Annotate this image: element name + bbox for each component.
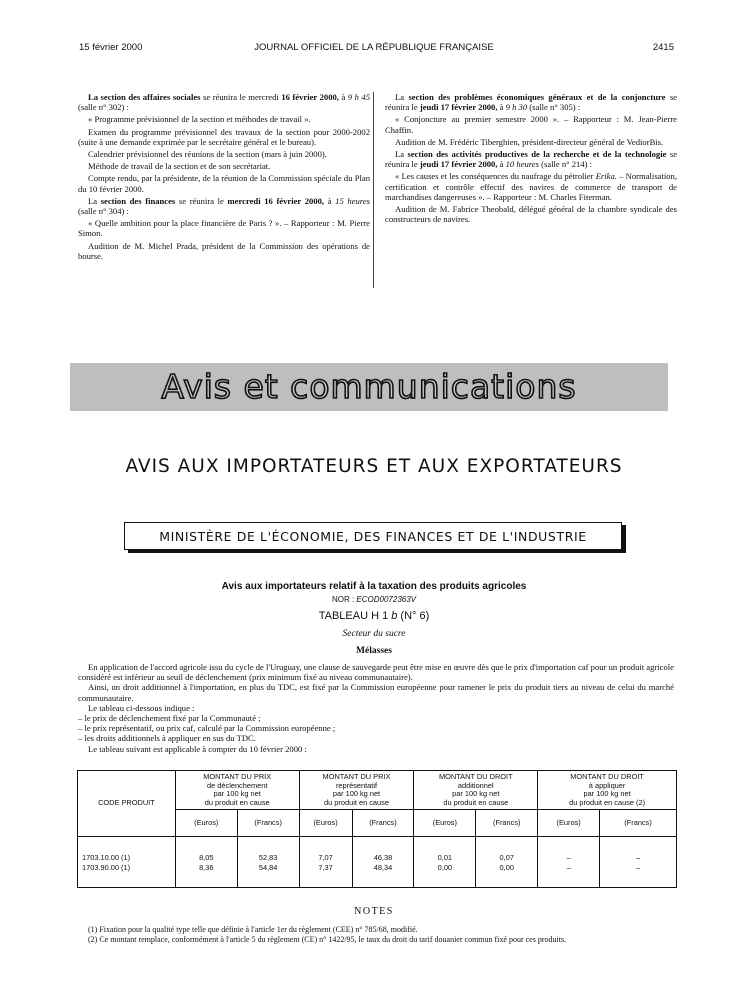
unit-header: (Euros)	[175, 810, 237, 837]
column-group-header: MONTANT DU PRIX de déclenchement par 100 kg net du produit en cause	[175, 771, 299, 810]
table-cell: 7,07	[299, 837, 352, 864]
avis-body	[78, 662, 674, 754]
table-cell: –	[600, 837, 677, 864]
page-number: 2415	[652, 42, 674, 53]
table-cell: –	[600, 863, 677, 888]
table-cell: 8,05	[175, 837, 237, 864]
ministry-name: MINISTÈRE DE L'ÉCONOMIE, DES FINANCES ET DE L'INDUSTRIE	[159, 528, 587, 544]
paragraph: « Quelle ambition pour la place financière de Paris ? ». – Rapporteur : M. Pierre Simon.	[78, 218, 370, 239]
journal-title: JOURNAL OFFICIEL DE LA RÉPUBLIQUE FRANÇAISE	[254, 42, 494, 53]
table-row	[78, 863, 677, 888]
right-column	[385, 92, 677, 226]
paragraph: Examen du programme prévisionnel des travaux de la section pour 2000-2002 (suite à une demande exprimée par le secrétaire général et le bureau).	[78, 126, 370, 147]
code-header: CODE PRODUIT	[78, 771, 176, 837]
table-cell: 0,00	[414, 863, 476, 888]
table-cell: 0,01	[414, 837, 476, 864]
header-date: 15 février 2000	[79, 42, 143, 53]
nor-reference: NOR : ECOD0072363V	[331, 595, 417, 604]
paragraph: Audition de M. Fabrice Theobald, délégué général de la chambre syndicale des constructeurs de navires.	[385, 204, 677, 225]
paragraph: La section des finances se réunira le mercredi 16 février 2000, à 15 heures (salle n° 304) :	[78, 195, 370, 217]
product-title: Mélasses	[356, 646, 392, 656]
paragraph: « Conjoncture au premier semestre 2000 ». – Rapporteur : M. Jean-Pierre Chaffin.	[385, 114, 677, 135]
unit-header: (Francs)	[476, 810, 538, 837]
table-cell: 46,38	[352, 837, 414, 864]
paragraph: La section des affaires sociales se réunira le mercredi 16 février 2000, à 9 h 45 (salle n° 302) :	[78, 92, 370, 113]
unit-header: (Francs)	[237, 810, 299, 837]
banner-title: Avis et communications	[161, 367, 577, 406]
unit-header: (Francs)	[352, 810, 414, 837]
table-cell: 0,00	[476, 863, 538, 888]
table-cell: 52,83	[237, 837, 299, 864]
tableau-title: TABLEAU H 1 b (N° 6)	[318, 610, 430, 622]
unit-header: (Euros)	[538, 810, 600, 837]
paragraph: Calendrier prévisionnel des réunions de la section (mars à juin 2000).	[88, 149, 327, 160]
column-group-header: MONTANT DU DROIT à appliquer par 100 kg net du produit en cause (2)	[538, 771, 677, 810]
unit-header: (Euros)	[414, 810, 476, 837]
column-group-header: MONTANT DU DROIT additionnel par 100 kg net du produit en cause	[414, 771, 538, 810]
list-item: – le prix de déclenchement fixé par la Communauté ;	[78, 713, 261, 724]
left-column	[78, 92, 370, 263]
table-cell: 0,07	[476, 837, 538, 864]
paragraph: Compte rendu, par la présidente, de la réunion de la Commission spéciale du Plan du 10 février 2000.	[78, 173, 370, 194]
table-cell: 48,34	[352, 863, 414, 888]
paragraph: « Les causes et les conséquences du naufrage du pétrolier Erika. – Normalisation, certification et contrôle effectif des navires de commerce de transport de marchandises dangereuses ». – Rapporteur : M. Charles Fiterman.	[385, 171, 677, 202]
paragraph: La section des activités productives de la recherche et de la technologie se réunira le jeudi 17 février 2000, à 10 heures (salle n° 214) :	[385, 149, 678, 170]
column-group-header: MONTANT DU PRIX représentatif par 100 kg net du produit en cause	[299, 771, 414, 810]
table-cell: –	[538, 837, 600, 864]
list-item: – le prix représentatif, ou prix caf, calculé par la Commission européenne ;	[78, 723, 336, 734]
table-cell: –	[538, 863, 600, 888]
product-code: 1703.90.00 (1)	[78, 863, 176, 888]
section-title: AVIS AUX IMPORTATEURS ET AUX EXPORTATEURS	[125, 456, 623, 477]
product-code: 1703.10.00 (1)	[78, 837, 176, 864]
paragraph: Le tableau suivant est applicable à compter du 10 février 2000 :	[88, 743, 307, 754]
paragraph: Ainsi, un droit additionnel à l'importation, en plus du TDC, est fixé par la Commission européenne pour ramener le prix du produit tiers au niveau de celui du marché communautaire.	[78, 682, 674, 703]
notes-title: NOTES	[354, 906, 394, 917]
unit-header: (Francs)	[600, 810, 677, 837]
paragraph: Méthode de travail de la section et de son secrétariat.	[88, 161, 271, 172]
note: (2) Ce montant remplace, conformément à l'article 5 du règlement (CE) n° 1422/95, le taux du droit du tarif douanier commun fixé pour ces produits.	[88, 934, 567, 944]
table-cell: 8,36	[175, 863, 237, 888]
paragraph: La section des problèmes économiques généraux et de la conjoncture se réunira le jeudi 17 février 2000, à 9 h 30 (salle n° 305) :	[385, 92, 677, 113]
unit-header: (Euros)	[299, 810, 352, 837]
table-row	[78, 837, 677, 864]
sector-title: Secteur du sucre	[342, 629, 406, 639]
notes	[78, 925, 674, 944]
list-item: – les droits additionnels à appliquer en sus du TDC.	[78, 733, 256, 744]
paragraph: Audition de M. Michel Prada, président de la Commission des opérations de bourse.	[78, 240, 370, 261]
table-cell: 7,37	[299, 863, 352, 888]
avis-title: Avis aux importateurs relatif à la taxation des produits agricoles	[221, 581, 527, 592]
column-divider	[373, 92, 374, 288]
note: (1) Fixation pour la qualité type telle que définie à l'article 1er du règlement (CEE) n° 785/68, modifié.	[88, 925, 418, 934]
paragraph: Audition de M. Frédéric Tiberghien, président-directeur général de VediorBis.	[395, 136, 664, 147]
paragraph: « Programme prévisionnel de la section et méthodes de travail ».	[88, 114, 311, 125]
paragraph: En application de l'accord agricole issu du cycle de l'Uruguay, une clause de sauvegarde peut être mise en œuvre dès que le prix d'importation caf pour un produit agricole considéré est inférieur au seuil de déclenchement (prix minimum fixé au niveau communautaire).	[78, 662, 674, 683]
tariff-table	[77, 770, 677, 888]
paragraph: Le tableau ci-dessous indique :	[88, 702, 195, 713]
ministry-heading	[124, 522, 622, 550]
table-cell: 54,84	[237, 863, 299, 888]
